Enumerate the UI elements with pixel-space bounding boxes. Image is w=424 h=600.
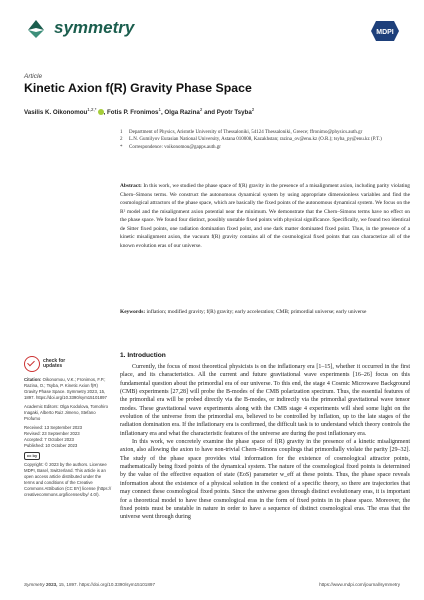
revised-date: Revised: 23 September 2023: [24, 431, 80, 436]
footer-rest: 15, 1897. https://doi.org/10.3390/sym15101897: [58, 582, 156, 587]
keywords-text: inflation; modified gravity; f(R) gravity; early acceleration; CMB; primordial universe; early universe: [146, 309, 367, 315]
correspondence-item: * Correspondence: voikonomou@gapps.auth.gr: [120, 144, 221, 150]
editors-text: Olga Kodolova, Tomohiro Inagaki, Alberto Ruiz Jimeno, Stefano Profumo: [24, 404, 109, 421]
article-info-sidebar: [24, 356, 112, 498]
author-name[interactable]: Olga Razina: [164, 109, 200, 117]
updates-line-2: updates: [43, 363, 63, 369]
author-affiliation-ref: 2: [251, 107, 255, 112]
author-name[interactable]: Fotis P. Fronimos: [106, 109, 159, 117]
body-text: [120, 363, 410, 522]
editors-block: [24, 404, 112, 422]
citation-label: Citation:: [24, 377, 42, 382]
citation-block: [24, 377, 112, 401]
author-affiliation-ref: 2: [199, 107, 203, 112]
journal-name: symmetry: [54, 18, 135, 37]
publisher-name: MDPI: [376, 29, 394, 36]
accepted-date: Accepted: 7 October 2023: [24, 437, 74, 442]
affiliation-item: 1 Department of Physics, Aristotle University of Thessaloniki, 54124 Thessaloniki, Greece; ffronimo@physics.auth.gr: [120, 130, 363, 135]
keywords-label: Keywords:: [120, 309, 146, 315]
author-affiliation-ref: 1: [158, 107, 161, 112]
abstract: [120, 182, 410, 250]
footer-citation: [24, 582, 155, 587]
footer-journal: Symmetry: [24, 582, 45, 587]
journal-logo-icon: [24, 18, 48, 40]
author-name[interactable]: Pyotr Tsyba: [216, 109, 252, 117]
footer-year: 2023,: [45, 582, 58, 587]
citation-text: Oikonomou, V.K.; Fronimos, F.P.; Razina, O.; Tsyba, P. Kinetic Axion f(R) Gravity Phase Space. Symmetry 2023, 15, 1897. https://doi.org/10.3390/sym15101897: [24, 377, 107, 400]
check-updates-icon: [24, 356, 40, 372]
author-affiliation-ref: 1,2,*: [87, 107, 97, 112]
orcid-icon[interactable]: [98, 109, 104, 115]
updates-line-1: check for: [43, 357, 66, 364]
keywords: [120, 308, 410, 317]
copyright-text: Copyright: © 2023 by the authors. Licensee MDPI, Basel, Switzerland. This article is an open access article distributed under the terms and conditions of the Creative Commons Attribution (CC BY) license (https:// creativecommons.org/licenses/by/ 4.0/).: [24, 462, 112, 497]
article-type: Article: [24, 73, 43, 80]
body-paragraph: In this work, we concretely examine the phase space of f(R) gravity in the presence of a kinetic misalignment axion, also allowing the axion to have non-trivial Chern–Simons couplings that primordially violate the parity [29–32]. The study of the phase space provides vital information for the existence of cosmological attractor points, mathematically being fixed points of the dynamical system. The nature of the cosmological fixed points is determined by the value of the effective equation of state (EoS) parameter w_eff at these points. Thus, the phase space reveals information about the existence of a physical solution in the context of a specific theory, so there are trajectories that may connect these cosmological fixed points. Since the universe goes through distinct evolutionary eras, it is important for a theoretical model to have these cosmological eras in the form of fixed points in its phase space. Moreover, the fixed points must be unstable in nature in order to have a sequence of distinct cosmological eras. The eras that the universe went through during: [120, 439, 410, 521]
abstract-text: In this work, we studied the phase space of f(R) gravity in the presence of a misalignment axion, including parity violating Chern–Simons terms. We construct the autonomous dynamical system by using appropriate dimensionless variables and find the cosmological attractors of the phase space, which are basically the fixed points of the autonomous dynamical system. We focus on the R² model and the misalignment axion potential near the minimum. We demonstrate that the Chern–Simons terms have no effect on the phase space. We found four distinct, possibly unstable fixed points with physical significance. Specifically, we found two identical de Sitter fixed points, one radiation domination fixed point, and one dark matter dominated fixed point. Thus, in the presence of a kinetic misalignment axion, the vacuum f(R) gravity contains all of the cosmological fixed points that can characterize all of the known evolution eras of our universe.: [120, 183, 410, 249]
paper-title: Kinetic Axion f(R) Gravity Phase Space: [24, 81, 252, 95]
journal-header: [24, 16, 400, 44]
mdpi-logo-icon: [370, 19, 400, 43]
body-paragraph: Currently, the focus of most theoretical physicists is on the inflationary era [1–15], whether it occurred in the first place, and its characteristics. All the current and future gravitational wave experiments [16–26] focus on this fundamental question about the primordial era of our universe. To this end, the stage 4 Cosmic Microwave Background (CMB) experiments [27,28] will probe the B-modes of the CMB polarization spectrum. Thus, the essential features of the primordial era will be probed directly via the B-modes, or indirectly via the primordial gravitational wave tensor modes. These gravitational wave experiments along with the CMB stage 4 experiments will shed some light on the evolution of the universe from the primordial era, believed to be controlled by inflation, up to the late stages of the radiation domination era. If the inflationary era is confirmed, the difficult task is to understand which theory controls the inflationary era and what the characteristic features of the universe are during the post inflationary era.: [120, 364, 410, 437]
author-list: Vasilis K. Oikonomou$^{1,2,*}$ , Fotis P. Fronimos$^1$, Olga Razina$^2$ and Pyotr Tsyba$^2$: [24, 107, 255, 117]
section-heading: 1. Introduction: [120, 352, 166, 359]
published-date: Published: 10 October 2023: [24, 443, 78, 448]
dates-block: [24, 425, 112, 449]
affiliations: [120, 129, 410, 151]
affiliation-item: 2 L.N. Gumilyov Eurasian National University, Astana 010008, Kazakhstan; razina_ov@enu.kz (O.R.); tsyba_py@enu.kz (P.T.): [120, 137, 382, 143]
footer-journal-link[interactable]: https://www.mdpi.com/journal/symmetry: [319, 582, 400, 587]
author-name[interactable]: Vasilis K. Oikonomou: [24, 109, 88, 117]
cc-license-badge[interactable]: cc by: [24, 452, 40, 460]
check-updates-button[interactable]: [24, 356, 112, 372]
editors-label: Academic Editors:: [24, 404, 59, 409]
received-date: Received: 13 September 2023: [24, 425, 83, 430]
abstract-label: Abstract:: [120, 183, 142, 189]
